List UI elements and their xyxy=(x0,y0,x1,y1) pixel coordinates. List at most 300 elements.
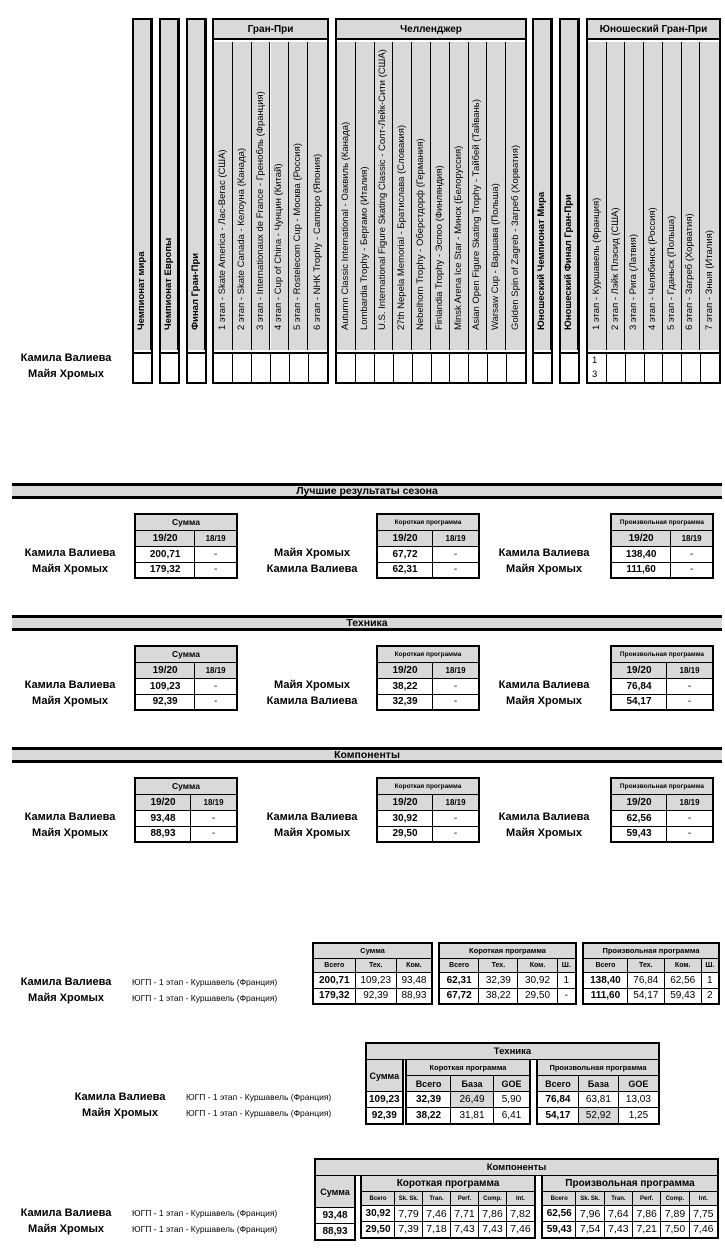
season-previous: 18/19 xyxy=(191,794,237,810)
cell: 179,32 xyxy=(313,988,355,1004)
result-cell xyxy=(394,354,413,382)
cell: 7,54 xyxy=(576,1222,604,1238)
group-grand-prix xyxy=(212,18,329,384)
result-cell xyxy=(413,354,432,382)
placement-value: 1 xyxy=(592,355,598,366)
season-previous: 18/19 xyxy=(667,662,713,678)
result-cell xyxy=(271,354,290,382)
detail-comp-free-table xyxy=(541,1175,719,1239)
group-title: Гран-При xyxy=(214,20,327,40)
value-previous: - xyxy=(671,546,713,562)
event-label: Minsk Arena Ice Star - Минск (Белоруссия) xyxy=(452,145,464,330)
skater-name: Камила Валиева xyxy=(266,811,358,823)
value-previous: - xyxy=(191,810,237,826)
event-label: Nebelhorn Trophy - Оберстдорф (Германия) xyxy=(415,138,427,330)
cell: 62,31 xyxy=(439,972,479,988)
skater-name: Камила Валиева xyxy=(498,547,590,559)
value-previous: - xyxy=(433,694,479,710)
result-cell xyxy=(488,354,507,382)
season-previous: 18/19 xyxy=(433,530,479,546)
cell: 7,18 xyxy=(423,1222,451,1238)
cell: 76,84 xyxy=(627,972,664,988)
result-cell xyxy=(663,354,682,382)
header-tech: Тех. xyxy=(627,958,664,972)
detail-total-event-1: ЮГП - 1 этап - Куршавель (Франция) xyxy=(132,977,278,987)
header-tech: Тех. xyxy=(355,958,396,972)
cell: 63,81 xyxy=(578,1092,618,1108)
event-label: 3 этап - Internationaux de France - Гренобль (Франция) xyxy=(254,91,266,330)
event-column xyxy=(506,42,525,350)
cell: 7,39 xyxy=(395,1222,423,1238)
cell: 7,43 xyxy=(451,1222,479,1238)
result-cell xyxy=(214,354,233,382)
detail-comp-skater-1: Камила Валиева xyxy=(20,1207,112,1219)
event-label: 1 этап - Skate America - Лас-Вегас (США) xyxy=(216,149,228,330)
result-cell xyxy=(645,354,664,382)
value-current: 30,92 xyxy=(377,810,433,826)
skater-name: Камила Валиева xyxy=(498,679,590,691)
detail-tech-event-1: ЮГП - 1 этап - Куршавель (Франция) xyxy=(186,1092,332,1102)
group-challenger xyxy=(335,18,527,384)
season-current: 19/20 xyxy=(377,662,433,678)
season-previous: 18/19 xyxy=(671,530,713,546)
table-header: Короткая программа xyxy=(377,778,479,794)
section-short-table xyxy=(376,777,480,843)
season-current: 19/20 xyxy=(135,794,191,810)
column-label: Юношеский Финал Гран-При xyxy=(563,194,574,330)
header-falls: Ш. xyxy=(701,958,719,972)
skater-name: Майя Хромых xyxy=(32,827,108,839)
event-column xyxy=(588,42,607,350)
event-label: 6 этап - Загреб (Хорватия) xyxy=(684,213,696,330)
season-current: 19/20 xyxy=(611,662,667,678)
value-previous: - xyxy=(433,826,479,842)
event-column xyxy=(450,42,469,350)
table-header: Сумма xyxy=(135,514,237,530)
skater-name: Майя Хромых xyxy=(32,695,108,707)
header-sum: Сумма xyxy=(313,943,432,958)
event-column xyxy=(431,42,450,350)
header-int: Int. xyxy=(506,1192,535,1206)
column-european-championship xyxy=(159,18,180,384)
value-current: 179,32 xyxy=(135,562,195,578)
result-cell xyxy=(337,354,356,382)
cell: 62,56 xyxy=(664,972,701,988)
cell: 59,43 xyxy=(542,1222,576,1238)
result-cell xyxy=(233,354,252,382)
column-label: Чемпионат Европы xyxy=(163,237,174,330)
skater-name: Камила Валиева xyxy=(266,563,358,575)
event-column xyxy=(375,42,394,350)
value-current: 138,40 xyxy=(611,546,671,562)
value-previous: - xyxy=(195,678,237,694)
group-title: Челленджер xyxy=(337,20,525,40)
value-current: 93,48 xyxy=(135,810,191,826)
header-base: База xyxy=(578,1076,618,1092)
column-gp-final xyxy=(186,18,207,384)
detail-tech-header: Техника xyxy=(365,1042,660,1060)
header-free: Произвольная программа xyxy=(542,1176,718,1192)
value-previous: - xyxy=(667,810,713,826)
value-current: 54,17 xyxy=(611,694,667,710)
event-label: 4 этап - Cup of China - Чунцин (Китай) xyxy=(273,163,285,330)
detail-comp-short-table xyxy=(360,1175,536,1239)
event-column xyxy=(625,42,644,350)
season-previous: 18/19 xyxy=(433,662,479,678)
header-perf: Perf. xyxy=(451,1192,479,1206)
skater-name: Майя Хромых xyxy=(506,827,582,839)
detail-comp-skater-2: Майя Хромых xyxy=(28,1223,104,1235)
header-comp: Ком. xyxy=(396,958,432,972)
column-label: Чемпионат мира xyxy=(136,251,147,330)
section-short-table xyxy=(376,513,480,579)
result-cell xyxy=(507,354,525,382)
cell: 31,81 xyxy=(451,1108,494,1124)
section-short-table xyxy=(376,645,480,711)
cell: 7,46 xyxy=(689,1222,718,1238)
cell: 1,25 xyxy=(618,1108,659,1124)
header-total: Всего xyxy=(406,1076,451,1092)
value-previous: - xyxy=(195,694,237,710)
detail-comp-event-1: ЮГП - 1 этап - Куршавель (Франция) xyxy=(132,1208,278,1218)
cell: 7,46 xyxy=(423,1206,451,1222)
cell: 7,79 xyxy=(395,1206,423,1222)
value-previous: - xyxy=(191,826,237,842)
skater-name: Камила Валиева xyxy=(266,695,358,707)
header-sum: Сумма xyxy=(315,1176,355,1208)
cell: 1 xyxy=(701,972,719,988)
section-banner: Техника xyxy=(12,615,722,631)
value-current: 59,43 xyxy=(611,826,667,842)
cell: 7,64 xyxy=(604,1206,632,1222)
cell: 7,96 xyxy=(576,1206,604,1222)
column-junior-world-championship xyxy=(532,18,553,384)
section-sum-table xyxy=(134,513,238,579)
event-column xyxy=(214,42,233,350)
result-cell xyxy=(290,354,309,382)
event-label: 3 этап - Рига (Латвия) xyxy=(628,234,640,330)
cell: 7,50 xyxy=(661,1222,689,1238)
event-column xyxy=(487,42,506,350)
event-column xyxy=(682,42,701,350)
header-total: Всего xyxy=(537,1076,578,1092)
cell: 7,86 xyxy=(478,1206,506,1222)
season-current: 19/20 xyxy=(611,530,671,546)
header-total: Всего xyxy=(361,1192,395,1206)
detail-total-short-table xyxy=(438,942,577,1005)
event-column xyxy=(412,42,431,350)
cell: 29,50 xyxy=(518,988,557,1004)
event-label: Autumn Classic International - Оаквиль (Канада) xyxy=(339,121,351,330)
header-int: Int. xyxy=(689,1192,718,1206)
season-previous: 18/19 xyxy=(195,662,237,678)
cell: 93,48 xyxy=(396,972,432,988)
event-label: 2 этап - Skate Canada - Келоуна (Канада) xyxy=(235,147,247,330)
event-label: 2 этап - Лэйк Плэсид (США) xyxy=(609,207,621,330)
event-column xyxy=(607,42,626,350)
group-junior-grand-prix xyxy=(586,18,721,384)
cell: 92,39 xyxy=(355,988,396,1004)
header-falls: Ш. xyxy=(557,958,576,972)
value-previous: - xyxy=(433,810,479,826)
section-banner: Компоненты xyxy=(12,747,722,763)
result-cell xyxy=(469,354,488,382)
cell: 92,39 xyxy=(366,1108,403,1124)
header-sk: Sk. Sk. xyxy=(395,1192,423,1206)
cell: 111,60 xyxy=(583,988,627,1004)
cell: 30,92 xyxy=(361,1206,395,1222)
skater-name-2: Майя Хромых xyxy=(28,368,104,380)
value-previous: - xyxy=(433,678,479,694)
value-current: 67,72 xyxy=(377,546,433,562)
table-header: Произвольная программа xyxy=(611,646,713,662)
section-free-table xyxy=(610,777,714,843)
event-column xyxy=(233,42,252,350)
result-cell xyxy=(309,354,327,382)
value-current: 88,93 xyxy=(135,826,191,842)
value-previous: - xyxy=(667,694,713,710)
cell-highlighted: 52,92 xyxy=(578,1108,618,1124)
header-short: Короткая программа xyxy=(361,1176,535,1192)
detail-tech-skater-2: Майя Хромых xyxy=(82,1107,158,1119)
value-current: 62,56 xyxy=(611,810,667,826)
placement-value: 3 xyxy=(592,369,598,380)
result-cell xyxy=(450,354,469,382)
table-header: Произвольная программа xyxy=(611,514,713,530)
detail-total-sum-table xyxy=(312,942,433,1005)
skater-name: Майя Хромых xyxy=(506,563,582,575)
cell: 54,17 xyxy=(537,1108,578,1124)
header-compo: Comp. xyxy=(661,1192,689,1206)
result-cell xyxy=(588,354,607,382)
detail-total-event-2: ЮГП - 1 этап - Куршавель (Франция) xyxy=(132,993,278,1003)
season-current: 19/20 xyxy=(135,662,195,678)
header-tran: Tran. xyxy=(604,1192,632,1206)
header-perf: Perf. xyxy=(633,1192,661,1206)
detail-tech-event-2: ЮГП - 1 этап - Куршавель (Франция) xyxy=(186,1108,332,1118)
header-total: Всего xyxy=(313,958,355,972)
season-current: 19/20 xyxy=(377,794,433,810)
event-label: 1 этап - Куршавель (Франция) xyxy=(590,197,602,330)
value-previous: - xyxy=(195,546,237,562)
detail-comp-header: Компоненты xyxy=(314,1158,719,1176)
skater-name: Камила Валиева xyxy=(24,679,116,691)
detail-comp-sum-table xyxy=(314,1175,356,1241)
event-column xyxy=(337,42,356,350)
header-free: Произвольная программа xyxy=(537,1060,659,1076)
column-junior-gp-final xyxy=(559,18,580,384)
cell: 7,89 xyxy=(661,1206,689,1222)
cell: 7,21 xyxy=(633,1222,661,1238)
event-column xyxy=(252,42,271,350)
season-current: 19/20 xyxy=(377,530,433,546)
skater-name: Майя Хромых xyxy=(506,695,582,707)
event-column xyxy=(289,42,308,350)
value-current: 111,60 xyxy=(611,562,671,578)
cell: 138,40 xyxy=(583,972,627,988)
cell: 5,90 xyxy=(493,1092,530,1108)
season-previous: 18/19 xyxy=(195,530,237,546)
event-label: 27th Nepela Memorial - Братислава (Словакия) xyxy=(396,124,408,330)
event-label: Golden Spin of Zagreb - Загреб (Хорватия) xyxy=(509,145,521,330)
value-current: 32,39 xyxy=(377,694,433,710)
table-header: Сумма xyxy=(135,646,237,662)
cell: 7,86 xyxy=(633,1206,661,1222)
cell: 88,93 xyxy=(396,988,432,1004)
value-previous: - xyxy=(667,678,713,694)
value-current: 200,71 xyxy=(135,546,195,562)
detail-tech-skater-1: Камила Валиева xyxy=(74,1091,166,1103)
result-cell xyxy=(682,354,701,382)
skater-name: Майя Хромых xyxy=(274,827,350,839)
cell: 109,23 xyxy=(355,972,396,988)
header-tech: Тех. xyxy=(479,958,518,972)
value-current: 92,39 xyxy=(135,694,195,710)
cell: 93,48 xyxy=(315,1208,355,1224)
header-goe: GOE xyxy=(493,1076,530,1092)
event-column xyxy=(308,42,327,350)
event-label: 4 этап - Челябинск (Россия) xyxy=(646,207,658,330)
event-column xyxy=(469,42,488,350)
value-previous: - xyxy=(671,562,713,578)
skater-name: Майя Хромых xyxy=(32,563,108,575)
cell: 7,46 xyxy=(506,1222,535,1238)
cell: 7,71 xyxy=(451,1206,479,1222)
season-current: 19/20 xyxy=(611,794,667,810)
cell: 29,50 xyxy=(361,1222,395,1238)
value-current: 62,31 xyxy=(377,562,433,578)
result-cell xyxy=(701,354,719,382)
cell: 54,17 xyxy=(627,988,664,1004)
event-label: U.S. International Figure Skating Classic - Солт-Лейк-Сити (США) xyxy=(377,49,389,330)
skater-name-1: Камила Валиева xyxy=(20,352,112,364)
detail-comp-event-2: ЮГП - 1 этап - Куршавель (Франция) xyxy=(132,1224,278,1234)
cell: 30,92 xyxy=(518,972,557,988)
section-sum-table xyxy=(134,645,238,711)
section-banner: Лучшие результаты сезона xyxy=(12,483,722,499)
detail-total-skater-2: Майя Хромых xyxy=(28,992,104,1004)
cell: 7,82 xyxy=(506,1206,535,1222)
section-sum-table xyxy=(134,777,238,843)
detail-total-skater-1: Камила Валиева xyxy=(20,976,112,988)
cell: 38,22 xyxy=(479,988,518,1004)
cell: 88,93 xyxy=(315,1224,355,1240)
value-current: 109,23 xyxy=(135,678,195,694)
value-previous: - xyxy=(195,562,237,578)
event-label: Asian Open Figure Skating Trophy - Тайбей (Тайвань) xyxy=(471,99,483,330)
cell: 59,43 xyxy=(664,988,701,1004)
detail-tech-free-table xyxy=(536,1059,660,1125)
result-cell xyxy=(356,354,375,382)
header-short: Короткая программа xyxy=(406,1060,530,1076)
cell: 7,43 xyxy=(478,1222,506,1238)
event-column xyxy=(271,42,290,350)
column-label: Юношеский Чемпионат Мира xyxy=(536,191,547,330)
cell: 1 xyxy=(557,972,576,988)
detail-tech-short-table xyxy=(405,1059,531,1125)
header-free: Произвольная программа xyxy=(583,943,719,958)
header-total: Всего xyxy=(583,958,627,972)
table-header: Сумма xyxy=(135,778,237,794)
event-label: Warsaw Cup - Варшава (Польша) xyxy=(490,183,502,330)
header-sk: Sk. Sk. xyxy=(576,1192,604,1206)
header-sum: Сумма xyxy=(366,1060,403,1092)
header-short: Короткая программа xyxy=(439,943,576,958)
value-current: 29,50 xyxy=(377,826,433,842)
header-comp: Ком. xyxy=(518,958,557,972)
header-tran: Tran. xyxy=(423,1192,451,1206)
event-label: Lombardia Trophy - Бергамо (Италия) xyxy=(358,166,370,330)
season-previous: 18/19 xyxy=(433,794,479,810)
result-cell xyxy=(432,354,451,382)
skater-name: Майя Хромых xyxy=(274,547,350,559)
event-column xyxy=(356,42,375,350)
value-current: 38,22 xyxy=(377,678,433,694)
cell: 2 xyxy=(701,988,719,1004)
cell: 67,72 xyxy=(439,988,479,1004)
table-header: Произвольная программа xyxy=(611,778,713,794)
section-free-table xyxy=(610,645,714,711)
result-cell xyxy=(252,354,271,382)
season-previous: 18/19 xyxy=(667,794,713,810)
cell: 32,39 xyxy=(479,972,518,988)
skater-name: Майя Хромых xyxy=(274,679,350,691)
cell: 32,39 xyxy=(406,1092,451,1108)
cell: - xyxy=(557,988,576,1004)
cell: 7,75 xyxy=(689,1206,718,1222)
table-header: Короткая программа xyxy=(377,646,479,662)
event-column xyxy=(644,42,663,350)
column-world-championship xyxy=(132,18,153,384)
result-cell xyxy=(375,354,394,382)
header-total: Всего xyxy=(439,958,479,972)
cell: 38,22 xyxy=(406,1108,451,1124)
result-cell xyxy=(607,354,626,382)
event-column xyxy=(663,42,682,350)
header-compo: Comp. xyxy=(478,1192,506,1206)
skater-name: Камила Валиева xyxy=(498,811,590,823)
cell: 200,71 xyxy=(313,972,355,988)
value-previous: - xyxy=(433,562,479,578)
event-label: 5 этап - Rostelecom Cup - Москва (Россия) xyxy=(292,143,304,330)
event-label: Finlandia Trophy - Эспоо (Финляндия) xyxy=(433,165,445,330)
cell: 13,03 xyxy=(618,1092,659,1108)
header-comp: Ком. xyxy=(664,958,701,972)
event-column xyxy=(393,42,412,350)
section-free-table xyxy=(610,513,714,579)
event-label: 7 этап - Зныя (Италия) xyxy=(703,230,715,330)
header-goe: GOE xyxy=(618,1076,659,1092)
cell: 76,84 xyxy=(537,1092,578,1108)
cell: 7,43 xyxy=(604,1222,632,1238)
value-previous: - xyxy=(667,826,713,842)
event-label: 5 этап - Гданьск (Польша) xyxy=(665,215,677,330)
skater-name: Камила Валиева xyxy=(24,811,116,823)
skater-name: Камила Валиева xyxy=(24,547,116,559)
season-current: 19/20 xyxy=(135,530,195,546)
group-title: Юношеский Гран-При xyxy=(588,20,719,40)
detail-tech-sum-table xyxy=(365,1059,404,1125)
cell: 6,41 xyxy=(493,1108,530,1124)
header-total: Всего xyxy=(542,1192,576,1206)
detail-total-free-table xyxy=(582,942,720,1005)
cell: 109,23 xyxy=(366,1092,403,1108)
cell-highlighted: 26,49 xyxy=(451,1092,494,1108)
event-column xyxy=(700,42,719,350)
column-label: Финал Гран-При xyxy=(190,252,201,330)
cell: 62,56 xyxy=(542,1206,576,1222)
header-base: База xyxy=(451,1076,494,1092)
